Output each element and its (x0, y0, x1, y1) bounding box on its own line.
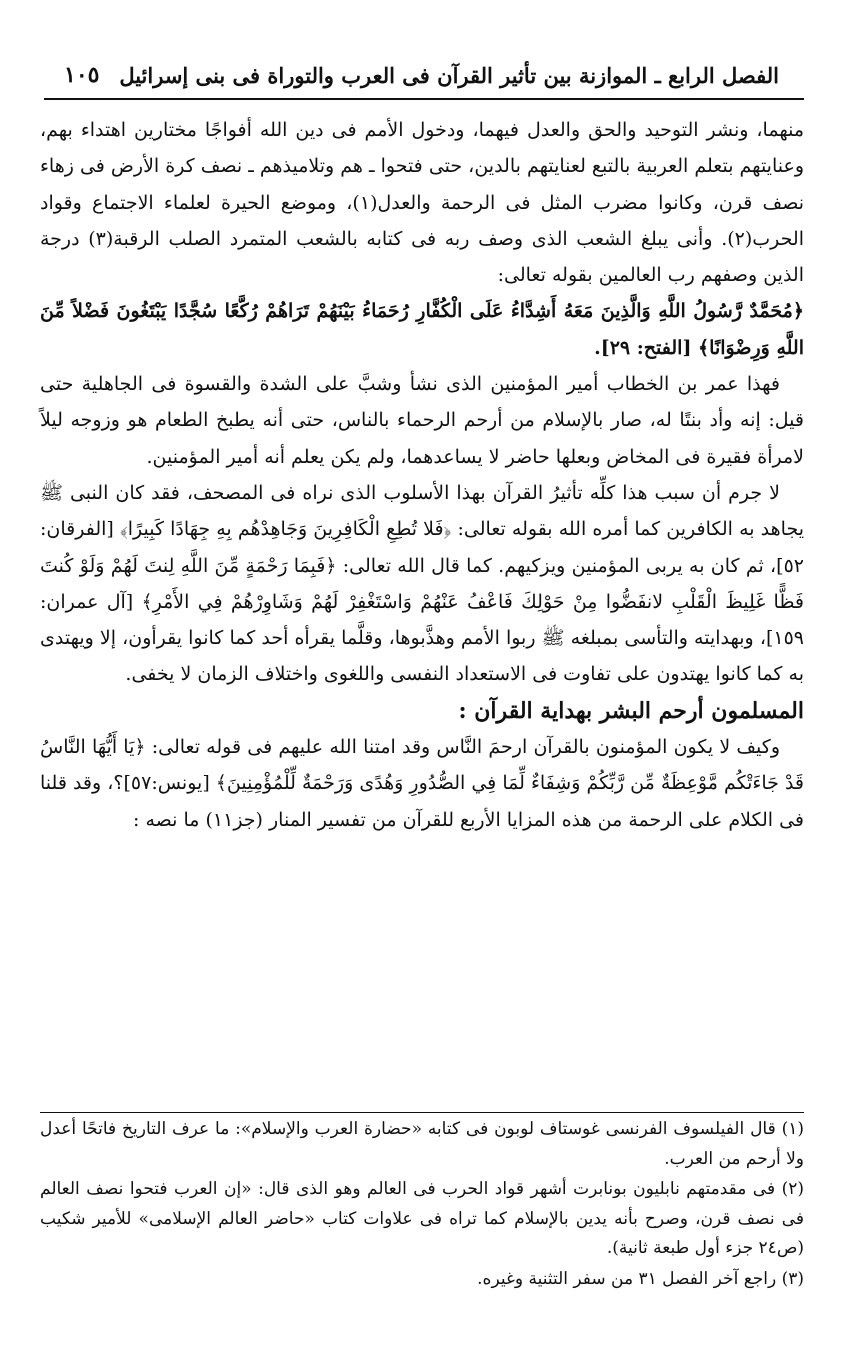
footnote-divider (40, 1112, 804, 1113)
footnote: (٣) راجع آخر الفصل ٣١ من سفر التثنية وغيره. (477, 1268, 804, 1289)
footnote: (٢) فى مقدمتهم نابليون بونابرت أشهر قواد الحرب فى العالم وهو الذى قال: «إن العرب فتحوا نصف العالم فى نصف قرن، وصرح بأنه يدين بالإسلام كما تراه فى علاوات كتاب «حاضر العالم الإسلامى» للأمير شكيب (ص٢٤ جزء أول طبعة ثانية). (40, 1179, 804, 1258)
paragraph: وكيف لا يكون المؤمنون بالقرآن ارحمَ النَّاس وقد امتنا الله عليهم فى قوله تعالى: ﴿يَا أَيُّهَا النَّاسُ قَدْ جَاءَتْكُم مَّوْعِظَةٌ مِّن رَّبِّكُمْ وَشِفَاءٌ لِّمَا فِي الصُّدُورِ وَهُدًى وَرَحْمَةٌ لِّلْمُؤْمِنِينَ﴾ [يونس:٥٧]؟، وقد قلنا فى الكلام على الرحمة من هذه المزايا الأربع للقرآن من تفسير المنار (جز١١) ما نصه : (40, 736, 804, 831)
section-heading: المسلمون أرحم البشر بهداية القرآن : (458, 697, 804, 724)
chapter-title: الفصل الرابع ـ الموازنة بين تأثير القرآن فى العرب والتوراة فى بنى إسرائيل (119, 62, 779, 88)
footnote: (١) قال الفيلسوف الفرنسى غوستاف لوبون فى كتابه «حضارة العرب والإسلام»: ما عرف التاريخ فاتحًا أعدل ولا أرحم من العرب. (40, 1119, 804, 1169)
running-header (44, 52, 804, 100)
paragraph: لا جرم أن سبب هذا كلِّه تأثيرُ القرآن بهذا الأسلوب الذى نراه فى المصحف، فقد كان النبى ﷺ يجاهد به الكافرين كما أمره الله بقوله تعالى: ﴿فَلا تُطِعِ الْكَافِرِينَ وَجَاهِدْهُم بِهِ جِهَادًا كَبِيرًا﴾ [الفرقان: ٥٢]، ثم كان به يربى المؤمنين ويزكيهم. كما قال الله تعالى: ﴿فَبِمَا رَحْمَةٍ مِّنَ اللَّهِ لِنتَ لَهُمْ وَلَوْ كُنتَ فَظًّا غَلِيظَ الْقَلْبِ لانفَضُّوا مِنْ حَوْلِكَ فَاعْفُ عَنْهُمْ وَاسْتَغْفِرْ لَهُمْ وَشَاوِرْهُمْ فِي الأَمْرِ﴾ [آل عمران: ١٥٩]، وبهدايته والتأسى بمبلغه ﷺ ربوا الأمم وهذَّبوها، وقلَّما يقرأه أحد كما كانوا يقرأون، إلا ويهتدى به كما كانوا يهتدون على تفاوت فى الاستعداد النفسى واللغوى واختلاف الزمان لا يخفى. (40, 481, 804, 686)
quran-verse: ﴿مُحَمَّدٌ رَّسُولُ اللَّهِ وَالَّذِينَ مَعَهُ أَشِدَّاءُ عَلَى الْكُفَّارِ رُحَمَاءُ بَيْنَهُمْ تَرَاهُمْ رُكَّعًا سُجَّدًا يَبْتَغُونَ فَضْلاً مِّنَ اللَّهِ وَرِضْوَانًا﴾ [الفتح: ٢٩]. (40, 300, 804, 359)
paragraph: منهما، ونشر التوحيد والحق والعدل فيهما، ودخول الأمم فى دين الله أفواجًا مختارين اهتداء بهم، وعنايتهم بتعلم العربية بالتبع لعنايتهم بالدين، حتى فتحوا ـ هم وتلاميذهم ـ نصف كرة الأرض فى زهاء نصف قرن، وكانوا مضرب المثل فى الرحمة والعدل(١)، وموضع الحيرة لعلماء الاجتماع وقواد الحرب(٢). وأنى يبلغ الشعب الذى وصف ربه فى كتابه بالشعب المتمرد الصلب الرقبة(٣) درجة الذين وصفهم رب العالمين بقوله تعالى: (40, 119, 804, 287)
main-text (40, 112, 804, 838)
page-number: ١٠٥ (64, 62, 100, 88)
footnotes (40, 1115, 804, 1295)
paragraph: فهذا عمر بن الخطاب أمير المؤمنين الذى نشأ وشبَّ على الشدة والقسوة فى الجاهلية حتى قيل: إنه وأد بنتًا له، صار بالإسلام من أرحم الرحماء بالناس، حتى أنه يطبخ الطعام هو وزوجه ليلاً لامرأة فقيرة فى المخاض وبعلها حاضر لا يساعدهما، ولم يكن يعلم أنه أمير المؤمنين. (40, 373, 804, 468)
